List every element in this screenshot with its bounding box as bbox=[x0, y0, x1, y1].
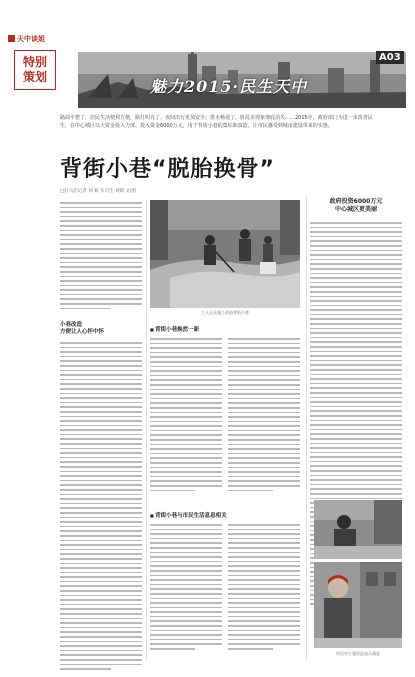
middle-column-right-text bbox=[228, 338, 300, 491]
column-divider-left bbox=[146, 200, 147, 660]
resident-photo-lower bbox=[314, 562, 402, 648]
headline: 背街小巷“脱胎换骨” bbox=[60, 157, 275, 182]
masthead-mark-icon bbox=[8, 35, 15, 42]
construction-photo-caption: 工人正在施工改造背街小巷 bbox=[201, 310, 249, 315]
left-section-subhead bbox=[60, 322, 142, 336]
left-column-intro-text bbox=[60, 202, 142, 309]
right-section-subhead bbox=[310, 198, 402, 214]
middle-column-left-text bbox=[150, 338, 222, 491]
section-label-box bbox=[14, 50, 56, 90]
resident-photo-caption: 市民对小巷改造表示满意 bbox=[336, 651, 380, 656]
left-subhead-line-2: 方便让人心怀中怀 bbox=[60, 329, 105, 335]
column-divider-right bbox=[306, 196, 307, 660]
banner-title: 魅力2015·民生天中 bbox=[150, 77, 308, 96]
left-column-body-text bbox=[60, 342, 142, 670]
middle-subhead-1: ■ 背街小巷焕然一新 bbox=[150, 326, 300, 334]
construction-photo bbox=[150, 200, 300, 308]
right-subhead-line-1: 政府投资6000万元 bbox=[329, 198, 383, 205]
section-label-line-2: 策划 bbox=[22, 70, 47, 84]
resident-photo-upper bbox=[314, 500, 402, 558]
byline: □驻马店记者 刘 莉 实习生 刘婧 文/图 bbox=[60, 189, 136, 194]
newspaper-name-text: 天中谈姐 bbox=[17, 34, 45, 43]
left-subhead-line-1: 小巷改造 bbox=[60, 322, 83, 328]
middle-column-lower-left-text bbox=[150, 524, 222, 650]
page-number: A03 bbox=[376, 51, 404, 64]
right-subhead-line-2: 中心城区更美丽 bbox=[334, 206, 377, 213]
section-label-line-1: 特别 bbox=[22, 55, 47, 69]
newspaper-name bbox=[8, 34, 45, 44]
lead-paragraph: 路面平整了、居民生活便利方便，路灯明亮了、夜间出行更加安全；排水畅通了，脏乱差现象彻底消失……2015年，政府部门为进一步改善民生，在中心城区以大资金投入力度、投入资金6000万元，用于背街小巷的集综和改造，让市民感受到城市建设带来的实惠。 bbox=[60, 115, 373, 129]
middle-subhead-2: ■ 背街小巷与市民生活息息相关 bbox=[150, 512, 300, 520]
middle-column-lower-right-text bbox=[228, 524, 300, 650]
